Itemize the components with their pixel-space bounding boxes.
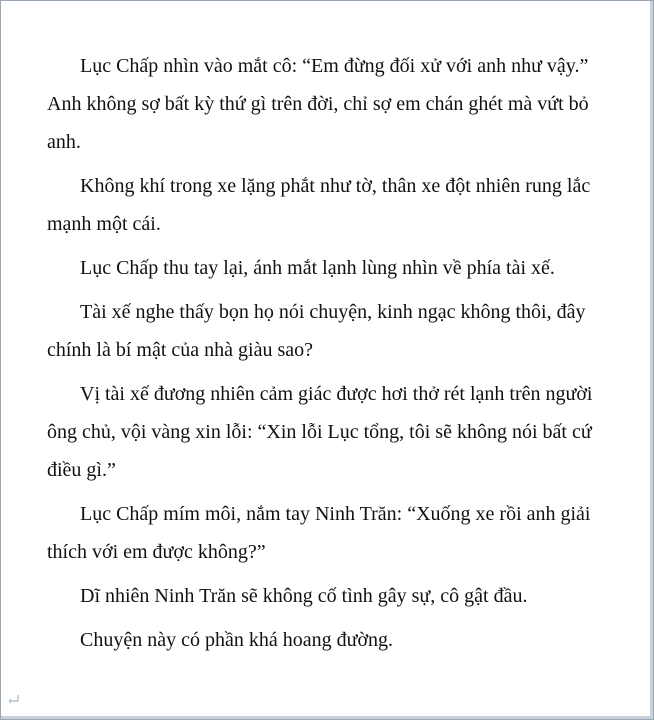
paragraph-4: Tài xế nghe thấy bọn họ nói chuyện, kinh ngạc không thôi, đây chính là bí mật của nhà giàu sao? [47,301,586,361]
paragraph-2: Không khí trong xe lặng phắt như tờ, thân xe đột nhiên rung lắc mạnh một cái. [47,175,591,235]
paragraph-5: Vị tài xế đương nhiên cảm giác được hơi thở rét lạnh trên người ông chủ, vội vàng xin lỗi: “Xin lỗi Lục tổng, tôi sẽ không nói bất cứ điều gì.” [47,383,593,481]
paragraph-1: Lục Chấp nhìn vào mắt cô: “Em đừng đối xử với anh như vậy.” Anh không sợ bất kỳ thứ gì trên đời, chỉ sợ em chán ghét mà vứt bỏ anh. [47,55,589,153]
paragraph-3: Lục Chấp thu tay lại, ánh mắt lạnh lùng nhìn về phía tài xế. [80,257,555,279]
paragraph-return-arrow-icon [7,693,21,707]
paragraph-8: Chuyện này có phần khá hoang đường. [80,629,394,651]
paragraph-7: Dĩ nhiên Ninh Trăn sẽ không cố tình gây sự, cô gật đầu. [80,585,528,607]
document-body [47,47,617,665]
paragraph-6: Lục Chấp mím môi, nắm tay Ninh Trăn: “Xuống xe rồi anh giải thích với em được không?” [47,503,591,563]
